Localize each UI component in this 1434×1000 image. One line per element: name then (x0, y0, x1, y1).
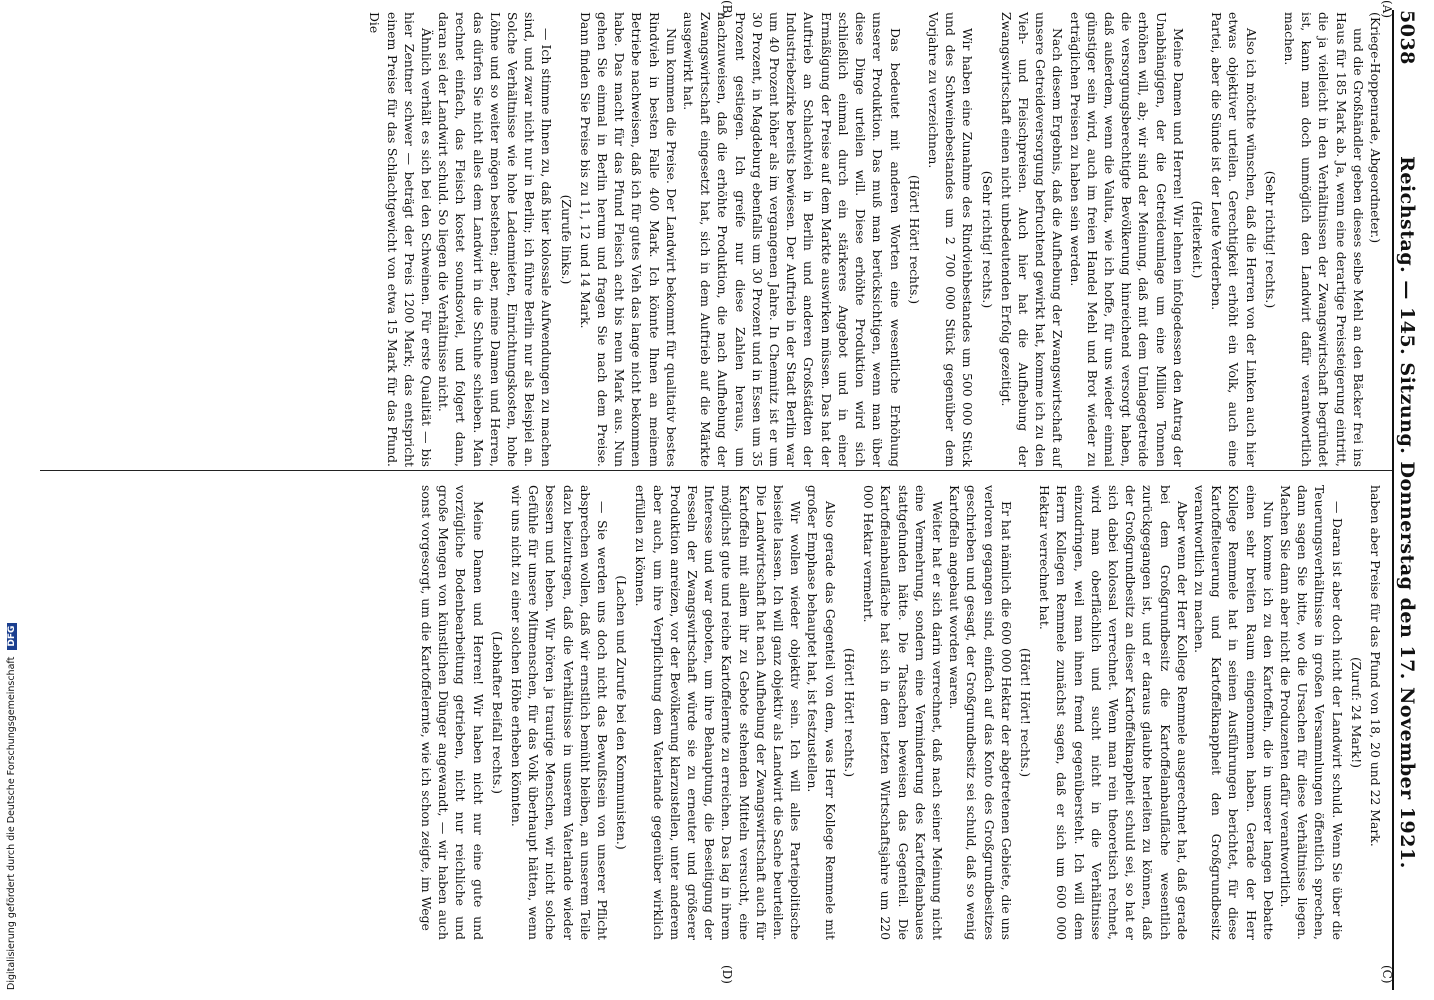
right-column (418, 485, 1384, 940)
paragraph: und die Großhändler geben dieses selbe Mehl an den Bäcker frei ins Haus für 185 Mark ab. Ja, wenn eine derartige Preissteigerung eintritt, die ja vielleicht in den Verhältnissen der Zwangswirtschaft begründet ist, kann man doch unmöglich den Landwirt dafür verantwortlich machen. (1281, 12, 1366, 467)
paragraph: Meine Damen und Herren! Wir lehnen infolgedessen den Antrag der Unabhängigen, der die Getreideumlage um eine Million Tonnen erhöhen will, ab; wir sind der Meinung, daß mit dem Umlagegetreide die versorgungsberechtigte Bevölkerung hinreichend versorgt haben, daß außerdem, wenn die Valuta, wie ich hoffe, für uns wieder einmal günstiger sein wird, auch im freien Handel Mehl und Brot wieder zu erträglichen Preisen zu haben sein werden. (1067, 12, 1186, 467)
interjection: (Zuruf: 24 Mark!) (1348, 656, 1364, 769)
paragraph: Er hat nämlich die 600 000 Hektar der abgetretenen Gebiete, die uns verloren gegangen sind, einfach auf das Konto des Großgrundbesitzes geschrieben und gesagt, der Großgrundbesitz sei schuld, daß so wenig Kartoffeln angebaut worden waren. (947, 485, 1014, 940)
column-divider (40, 470, 1392, 471)
interjection: (Sehr richtig! rechts.) (1262, 170, 1278, 309)
dfg-logo: DFG (7, 623, 17, 650)
margin-mark-d: (D) (720, 965, 734, 984)
page-header (1396, 10, 1422, 990)
paragraph: Weiter hat er sich darin verrechnet, daß nach seiner Meinung nicht eine Vermehrung, sondern eine Verminderung des Kartoffelanbaues stattgefunden hätte. Die Tatsachen beweisen das Gegenteil. Die Kartoffelanbaufläche hat sich in dem letzten Wirtschaftsjahre um 220 000 Hektar vermehrt. (861, 485, 945, 940)
interjection: (Lebhafter Beifall rechts.) (489, 631, 505, 794)
paragraph: Das bedeutet mit anderen Worten eine wesentliche Erhöhung unserer Produktion. Das muß man berücksichtigen, wenn man über diese Dinge urteilen will. Diese erhöhte Produktion wird sich schließlich einmal durch ein stärkeres Angebot und in einer Ermäßigung der Preise auf dem Markte auswirken müssen. Das hat der Auftrieb an Schlachtvieh in Berlin und anderen Großstädten der Industriebezirke bereits bewiesen. Der Auftrieb in der Stadt Berlin war um 40 Prozent höher als im vergangenen Jahre. In Chemnitz ist er um 30 Prozent, in Magdeburg ebenfalls um 30 Prozent und in Essen um 35 Prozent gestiegen. Ich greife nur diese Zahlen heraus, um nachzuweisen, daß die erhöhte Produktion, die nach Aufhebung der Zwangswirtschaft eingesetzt hat, sich in dem Auftrieb auf die Märkte ausgewirkt hat. (681, 12, 903, 467)
paragraph: Nun kommen die Preise. Der Landwirt bekommt für qualitativ bestes Rindvieh in besten Falle 400 Mark. Ich könnte Ihnen an meinem Betriebe nachweisen, daß ich für gutes Vieh das lange nicht bekommen habe. Das macht für das Pfund Fleisch acht bis neun Mark aus. Nun gehen Sie einmal in Berlin herum und fragen Sie nach dem Preise. Dann finden Sie Preise bis zu 11, 12 und 14 Mark. (577, 12, 679, 467)
paragraph: Nun komme ich zu den Kartoffeln, die in unserer langen Debatte einen sehr breiten Raum eingenommen haben. Gerade der Herr Kollege Remmele hat in seinen Ausführungen berichtet, für diese Kartoffelteuerung und Kartoffelknappheit den Großgrundbesitz verantwortlich zu machen. (1191, 485, 1276, 940)
margin-mark-b: (B) (720, 0, 734, 19)
header-rule (1392, 10, 1394, 990)
speaker-tag: (Kriege‑Hoppenrade, Abgeordneter.) (1368, 12, 1383, 244)
digitization-credit (6, 623, 17, 990)
credit-text: Digitalisierung gefördert durch die Deutsche Forschungsgemeinschaft (6, 656, 17, 990)
interjection: (Lachen und Zurufe bei den Kommunisten.) (614, 575, 630, 850)
paragraph: Nach diesem Ergebnis, daß die Aufhebung der Zwangswirtschaft auf unsere Getreideversorgung befruchtend gewirkt hat, komme ich zu den Vieh‑ und Fleischpreisen. Auch hier hat die Aufhebung der Zwangswirtschaft einen nicht unbedeutenden Erfolg gezeitigt. (998, 12, 1066, 467)
margin-mark-a: (A) (1380, 0, 1394, 19)
page-header-title: Reichstag. — 145. Sitzung. Donnerstag den 17. November 1921. (1396, 156, 1418, 869)
page-number: 5038 (1396, 10, 1418, 65)
paragraph: — Daran ist aber doch nicht der Landwirt schuld. Wenn Sie über die Teuerungsverhältnisse in großen Versammlungen öffentlich sprechen, dann sagen Sie bitte, wo die Ursachen für diese Verhältnisse liegen. Machen Sie dann aber nicht die Produzenten dafür verantwortlich. (1277, 485, 1345, 940)
interjection: (Hört! Hört! rechts.) (1017, 647, 1033, 778)
paragraph: — Sie werden uns doch nicht das Bewußtsein von unserer Pflicht absprechen wollen, daß wir ernstlich bemüht bleiben, an unserem Teile dazu beizutragen, daß die Verhältnisse in unserem Vaterlande wieder bessern und heben. Wir hören ja traurige Menschen, wir nicht solche Gefühle für unsere Mitmenschen, für das Volk überhaupt hätten, wenn wir uns nicht zu einer solchen Höhe erheben könnten. (509, 485, 611, 940)
paragraph: Also gerade das Gegenteil von dem, was Herr Kollege Remmele mit großer Emphase behauptet hat, ist festzustellen. (805, 485, 838, 940)
paragraph: Aber wenn der Herr Kollege Remmele ausgerechnet hat, daß gerade bei dem Großgrundbesitz die Kartoffelanbaufläche wesentlich zurückgegangen ist, und er daraus glaubte herleiten zu können, daß der Großgrundbesitz an dieser Kartoffelknappheit schuld sei, so hat er sich dabei kolossal verrechnet. Wenn man rein theoretisch rechnet, wird man oberflächlich und sucht nicht in die Verhältnisse einzudringen, weil man ihnen fremd gegenübersteht. Ich will dem Herrn Kollegen Remmele zunächst sagen, daß er sich um 600 000 Hektar verrechnet hat. (1037, 485, 1190, 940)
left-column (366, 12, 1384, 467)
paragraph: Ähnlich verhält es sich bei den Schweinen. Für erste Qualität — bis hier Zentner schwer — beträgt der Preis 1200 Mark; das entspricht einem Preise für das Schlachtgewicht von etwa 15 Mark für das Pfund. Die (367, 12, 435, 467)
paragraph: — Ich stimme Ihnen zu, daß hier kolossale Aufwendungen zu machen sind, und zwar nicht nur in Berlin; ich führe Berlin nur als Beispiel an. Solche Verhältnisse wie hohe Ladenmieten, Einrichtungskosten, hohe Löhne und so weiter mögen bestehen; aber, meine Damen und Herren, das dürfen Sie nicht alles dem Landwirt in die Schuhe schieben. Man rechnet einfach, das Fleisch kostet soundsoviel, und folgert dann, daran sei der Landwirt schuld. So liegen die Verhältnisse nicht. (436, 12, 555, 467)
margin-mark-c: (C) (1380, 965, 1394, 984)
interjection: (Hört! Hört! rechts.) (906, 174, 922, 305)
paragraph: Also ich möchte wünschen, daß die Herren von der Linken auch hier etwas objektiver urteilen. Gerechtigkeit erhöht ein Volk, auch eine Partei, aber die Sünde ist der Leute Verderben. (1209, 12, 1259, 467)
interjection: (Zurufe links.) (558, 194, 574, 285)
paragraph: Meine Damen und Herren! Wir haben nicht nur eine gute und vorzügliche Bodenbearbeitung getrieben, nicht nur reichliche und große Mengen von künstlichen Dünger angewandt, — wir haben auch sonst vorgesorgt, um die Kartoffelernte, wie ich schon zeigte, im Wege (419, 485, 486, 940)
paragraph: Wir haben eine Zunahme des Rindviehbestandes um 500 000 Stück und des Schweinebestandes um 2 700 000 Stück gegenüber dem Vorjahre zu verzeichnen. (925, 12, 976, 467)
interjection: (Hört! Hört! rechts.) (841, 647, 857, 778)
paragraph: Wir wollen wieder objektiv sein. Ich will alles Parteipolitische beiseite lassen. Ich will ganz objektiv als Landwirt die Sache beurteilen. Die Landwirtschaft hat nach Aufhebung der Zwangswirtschaft auch für Kartoffeln mit allem ihr zu Gebote stehenden Mitteln versucht, eine möglichst gute und reiche Kartoffelernte zu erreichen. Das lag in ihrem Interesse und war geboten, um ihre Behauptung, die Beseitigung der Fesseln der Zwangswirtschaft würde sie zu erneuter und größerer Produktion anreizen, vor der Bevölkerung klarzustellen, unter anderem aber auch, um ihre Verpflichtung dem Vaterlande gegenüber wirklich erfüllen zu können. (633, 485, 804, 940)
interjection: (Heiterkeit.) (1189, 200, 1205, 279)
interjection: (Sehr richtig! rechts.) (979, 170, 995, 309)
paragraph: haben aber Preise für das Pfund von 18, 20 und 22 Mark. (1368, 485, 1383, 847)
